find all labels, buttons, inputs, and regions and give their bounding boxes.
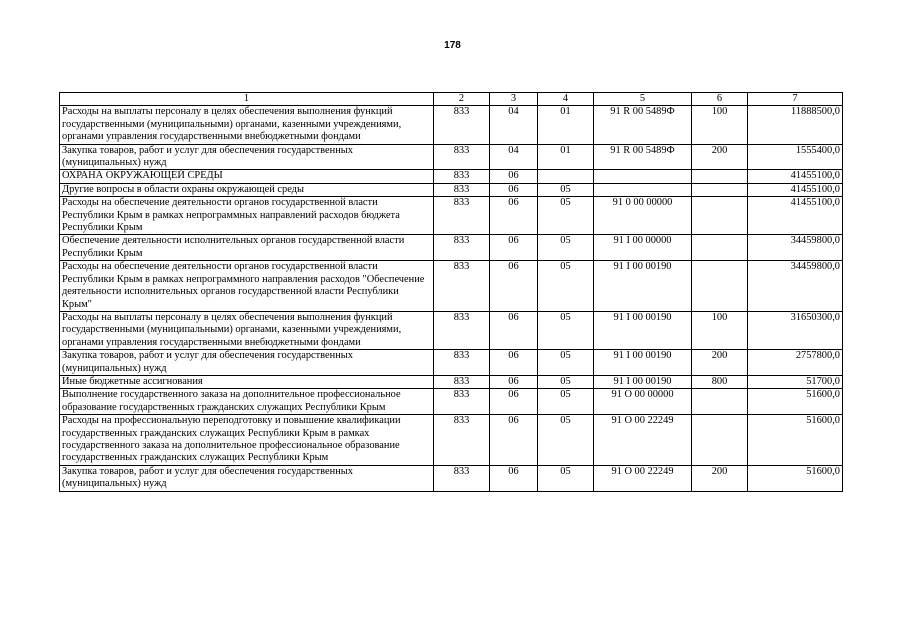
row-name: Другие вопросы в области охраны окружающей среды — [60, 183, 434, 196]
row-amount: 11888500,0 — [748, 106, 843, 144]
row-expense-type: 800 — [692, 375, 748, 388]
row-name: Расходы на выплаты персоналу в целях обеспечения выполнения функций государственными (муниципальными) органами, казенными учреждениями, органами управления государственными внебюджетными фондами — [60, 311, 434, 349]
row-subsection-code: 05 — [538, 389, 594, 415]
row-subsection-code: 05 — [538, 261, 594, 312]
header-col-3: 3 — [490, 93, 538, 106]
row-grbs-code: 833 — [434, 144, 490, 170]
table-row — [60, 235, 843, 261]
row-subsection-code: 05 — [538, 197, 594, 235]
header-col-6: 6 — [692, 93, 748, 106]
row-section-code: 06 — [490, 375, 538, 388]
row-subsection-code: 05 — [538, 350, 594, 376]
row-subsection-code: 05 — [538, 311, 594, 349]
row-grbs-code: 833 — [434, 261, 490, 312]
row-subsection-code: 01 — [538, 144, 594, 170]
row-section-code: 06 — [490, 350, 538, 376]
table-row — [60, 375, 843, 388]
table-row — [60, 350, 843, 376]
row-target-article: 91 R 00 5489Ф — [594, 144, 692, 170]
row-grbs-code: 833 — [434, 106, 490, 144]
table-row — [60, 311, 843, 349]
table-body — [60, 106, 843, 491]
row-amount: 2757800,0 — [748, 350, 843, 376]
row-grbs-code: 833 — [434, 415, 490, 466]
row-name: Выполнение государственного заказа на дополнительное профессиональное образование государственных гражданских служащих Республики Крым — [60, 389, 434, 415]
row-subsection-code: 01 — [538, 106, 594, 144]
row-section-code: 06 — [490, 261, 538, 312]
header-row — [60, 93, 843, 106]
table-header — [60, 93, 843, 106]
row-grbs-code: 833 — [434, 183, 490, 196]
row-amount: 31650300,0 — [748, 311, 843, 349]
row-amount: 41455100,0 — [748, 170, 843, 183]
row-amount: 34459800,0 — [748, 261, 843, 312]
row-name: Иные бюджетные ассигнования — [60, 375, 434, 388]
row-target-article: 91 I 00 00190 — [594, 261, 692, 312]
row-grbs-code: 833 — [434, 170, 490, 183]
row-grbs-code: 833 — [434, 235, 490, 261]
row-expense-type: 200 — [692, 144, 748, 170]
row-amount: 41455100,0 — [748, 183, 843, 196]
row-subsection-code: 05 — [538, 375, 594, 388]
row-section-code: 06 — [490, 197, 538, 235]
row-section-code: 06 — [490, 170, 538, 183]
row-name: Закупка товаров, работ и услуг для обеспечения государственных (муниципальных) нужд — [60, 350, 434, 376]
header-col-4: 4 — [538, 93, 594, 106]
table-row — [60, 183, 843, 196]
row-expense-type — [692, 197, 748, 235]
table-row — [60, 389, 843, 415]
header-col-1: 1 — [60, 93, 434, 106]
row-target-article — [594, 183, 692, 196]
row-amount: 51700,0 — [748, 375, 843, 388]
row-section-code: 04 — [490, 106, 538, 144]
budget-table — [59, 92, 843, 492]
row-target-article: 91 I 00 00190 — [594, 375, 692, 388]
page-number: 178 — [444, 40, 461, 51]
row-name: Расходы на выплаты персоналу в целях обеспечения выполнения функций государственными (муниципальными) органами, казенными учреждениями, органами управления государственными внебюджетными фондами — [60, 106, 434, 144]
row-section-code: 06 — [490, 415, 538, 466]
row-name: Расходы на профессиональную переподготовку и повышение квалификации государственных гражданских служащих Республики Крым в рамках государственного заказа на дополнительное профессиональное образование государственных гражданских служащих Республики Крым — [60, 415, 434, 466]
row-grbs-code: 833 — [434, 311, 490, 349]
row-expense-type: 200 — [692, 350, 748, 376]
row-subsection-code: 05 — [538, 465, 594, 491]
table-row — [60, 144, 843, 170]
table-row — [60, 106, 843, 144]
row-grbs-code: 833 — [434, 350, 490, 376]
row-grbs-code: 833 — [434, 375, 490, 388]
row-target-article: 91 0 00 00000 — [594, 197, 692, 235]
row-grbs-code: 833 — [434, 389, 490, 415]
row-expense-type — [692, 415, 748, 466]
row-expense-type — [692, 261, 748, 312]
table-row — [60, 465, 843, 491]
row-grbs-code: 833 — [434, 197, 490, 235]
row-target-article: 91 R 00 5489Ф — [594, 106, 692, 144]
row-section-code: 04 — [490, 144, 538, 170]
row-subsection-code — [538, 170, 594, 183]
table-row — [60, 261, 843, 312]
row-name: Закупка товаров, работ и услуг для обеспечения государственных (муниципальных) нужд — [60, 465, 434, 491]
row-expense-type: 100 — [692, 311, 748, 349]
row-amount: 51600,0 — [748, 389, 843, 415]
row-expense-type: 200 — [692, 465, 748, 491]
row-target-article: 91 I 00 00190 — [594, 311, 692, 349]
row-target-article: 91 О 00 00000 — [594, 389, 692, 415]
row-amount: 1555400,0 — [748, 144, 843, 170]
row-grbs-code: 833 — [434, 465, 490, 491]
table-row — [60, 415, 843, 466]
row-name: Обеспечение деятельности исполнительных органов государственной власти Республики Крым — [60, 235, 434, 261]
row-section-code: 06 — [490, 465, 538, 491]
row-target-article — [594, 170, 692, 183]
row-expense-type — [692, 235, 748, 261]
row-amount: 51600,0 — [748, 415, 843, 466]
row-name: Расходы на обеспечение деятельности органов государственной власти Республики Крым в рамках непрограммного направления расходов "Обеспечение деятельности исполнительных органов государственной власти Республики Крым" — [60, 261, 434, 312]
header-col-5: 5 — [594, 93, 692, 106]
row-section-code: 06 — [490, 311, 538, 349]
row-section-code: 06 — [490, 183, 538, 196]
row-subsection-code: 05 — [538, 183, 594, 196]
row-section-code: 06 — [490, 389, 538, 415]
row-expense-type — [692, 389, 748, 415]
row-amount: 51600,0 — [748, 465, 843, 491]
row-expense-type: 100 — [692, 106, 748, 144]
row-subsection-code: 05 — [538, 235, 594, 261]
row-name: ОХРАНА ОКРУЖАЮЩЕЙ СРЕДЫ — [60, 170, 434, 183]
row-target-article: 91 О 00 22249 — [594, 465, 692, 491]
row-subsection-code: 05 — [538, 415, 594, 466]
row-target-article: 91 I 00 00000 — [594, 235, 692, 261]
row-target-article: 91 I 00 00190 — [594, 350, 692, 376]
header-col-2: 2 — [434, 93, 490, 106]
row-section-code: 06 — [490, 235, 538, 261]
row-name: Закупка товаров, работ и услуг для обеспечения государственных (муниципальных) нужд — [60, 144, 434, 170]
row-target-article: 91 О 00 22249 — [594, 415, 692, 466]
row-expense-type — [692, 183, 748, 196]
row-amount: 34459800,0 — [748, 235, 843, 261]
table-row — [60, 197, 843, 235]
table-row — [60, 170, 843, 183]
row-amount: 41455100,0 — [748, 197, 843, 235]
header-col-7: 7 — [748, 93, 843, 106]
row-name: Расходы на обеспечение деятельности органов государственной власти Республики Крым в рамках непрограммных направлений расходов бюджета Республики Крым — [60, 197, 434, 235]
row-expense-type — [692, 170, 748, 183]
